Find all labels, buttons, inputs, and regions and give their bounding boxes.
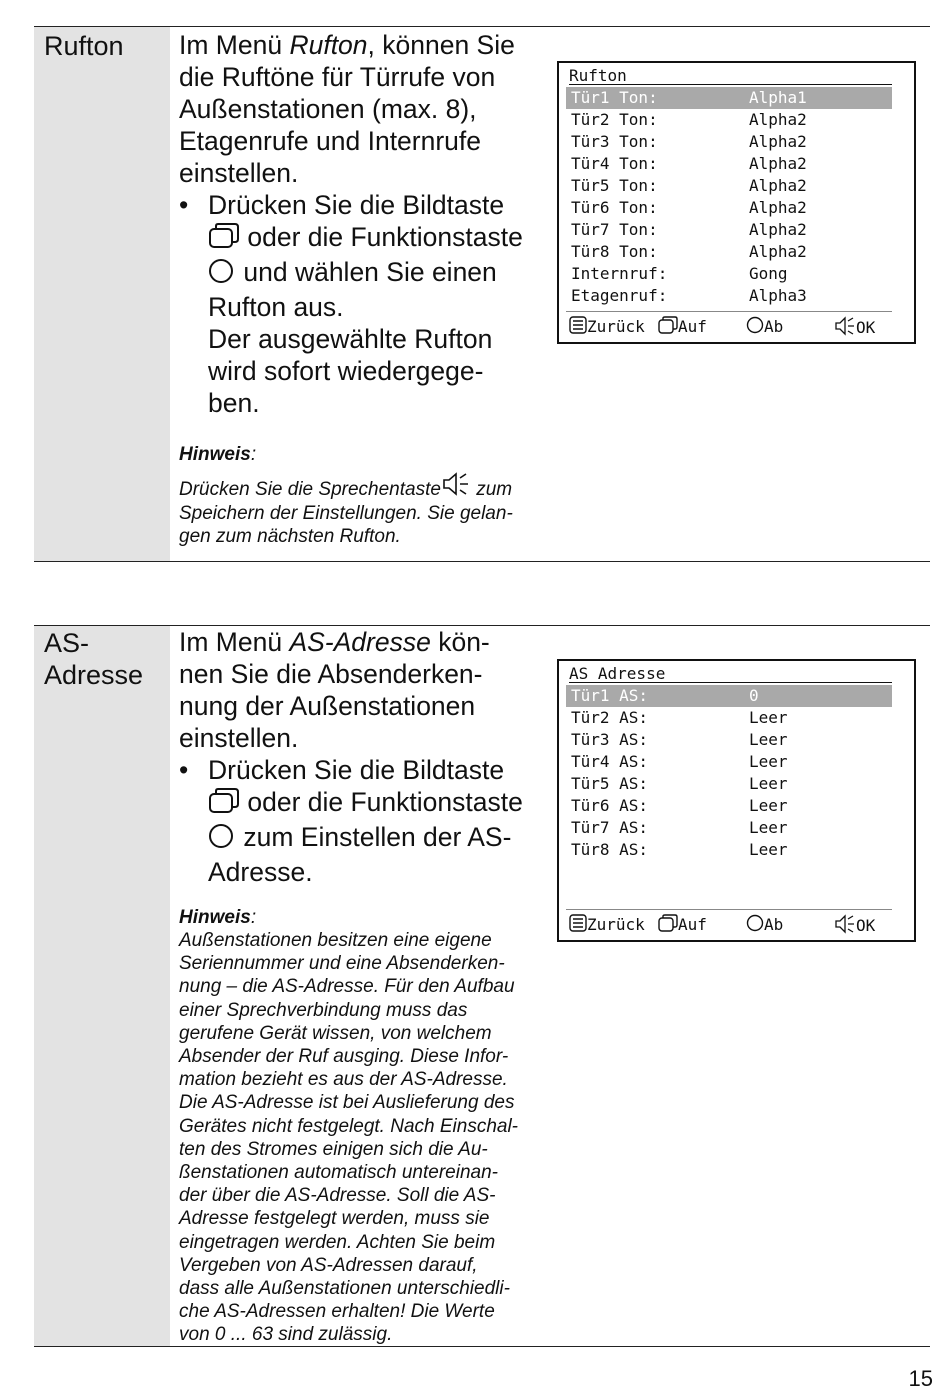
function-key-icon xyxy=(746,316,764,334)
menu-row[interactable]: Tür6 AS: Leer xyxy=(571,796,788,815)
note-block xyxy=(179,443,549,549)
bullet-text: oder die Funktionstaste xyxy=(240,222,523,252)
softkey-up[interactable]: Auf xyxy=(658,914,707,935)
picture-key-icon xyxy=(208,223,240,256)
menu-name: AS-Adresse xyxy=(289,627,431,657)
menu-key-icon xyxy=(569,914,587,932)
intro-text: nen Sie die Absenderken- xyxy=(179,659,483,689)
section-label-text: AS- xyxy=(44,628,90,658)
speak-key-icon xyxy=(834,316,856,336)
menu-row-selected[interactable]: Tür1 Ton: Alpha1 xyxy=(566,87,892,109)
intro-text: die Ruftöne für Türrufe von xyxy=(179,62,496,92)
menu-row[interactable]: Tür6 Ton: Alpha2 xyxy=(571,198,807,217)
menu-row[interactable]: Tür7 AS: Leer xyxy=(571,818,788,837)
picture-key-icon xyxy=(208,788,240,821)
intro-text: Außenstationen (max. 8), xyxy=(179,94,477,124)
softkey-up[interactable]: Auf xyxy=(658,316,707,337)
menu-row[interactable]: Tür2 AS: Leer xyxy=(571,708,788,727)
bullet-dot: • xyxy=(179,755,189,785)
intro-paragraph xyxy=(179,626,549,754)
display-screen-rufton xyxy=(557,61,916,344)
bullet-text: und wählen Sie einen xyxy=(236,257,497,287)
softkey-back[interactable]: Zurück xyxy=(569,316,645,337)
bullet-text: Adresse. xyxy=(208,857,313,887)
screen-menu-list xyxy=(566,685,892,861)
bullet-dot: • xyxy=(179,190,189,220)
speak-key-icon xyxy=(441,472,471,502)
display-screen-as-adresse xyxy=(557,659,916,942)
intro-paragraph xyxy=(179,29,549,189)
intro-text: , können Sie xyxy=(367,30,515,60)
intro-text: einstellen. xyxy=(179,723,299,753)
intro-text: Im Menü xyxy=(179,627,290,657)
section-label-text: Adresse xyxy=(44,660,144,690)
menu-row[interactable]: Internruf: Gong xyxy=(571,264,788,283)
screen-title: AS Adresse xyxy=(569,663,892,683)
intro-text: einstellen. xyxy=(179,158,299,188)
instruction-bullet xyxy=(179,189,549,419)
bullet-text: Der ausgewählte Rufton xyxy=(208,324,493,354)
section-label-text: Rufton xyxy=(44,31,124,61)
intro-text: Im Menü xyxy=(179,30,290,60)
softkey-down[interactable]: Ab xyxy=(746,316,783,337)
menu-row[interactable]: Tür5 AS: Leer xyxy=(571,774,788,793)
bullet-text: oder die Funktionstaste xyxy=(240,787,523,817)
menu-row[interactable]: Tür3 Ton: Alpha2 xyxy=(571,132,807,151)
menu-row-selected[interactable]: Tür1 AS: 0 xyxy=(566,685,892,707)
section-rufton xyxy=(34,26,930,562)
bullet-text: Drücken Sie die Bildtaste xyxy=(208,190,505,220)
menu-row[interactable]: Tür2 Ton: Alpha2 xyxy=(571,110,807,129)
menu-row[interactable]: Tür8 Ton: Alpha2 xyxy=(571,242,807,261)
menu-row[interactable]: Tür7 Ton: Alpha2 xyxy=(571,220,807,239)
function-key-icon xyxy=(208,823,236,856)
section-label xyxy=(34,27,170,561)
screen-title: Rufton xyxy=(569,65,892,85)
note-text: Drücken Sie die Sprechentaste zum Speichern der Einstellungen. Sie gelan- gen zum nächsten Rufton. xyxy=(179,472,549,549)
bullet-text: Drücken Sie die Bildtaste xyxy=(208,755,505,785)
screen-softkey-bar xyxy=(566,311,892,338)
picture-key-icon xyxy=(658,914,678,932)
menu-row[interactable]: Tür5 Ton: Alpha2 xyxy=(571,176,807,195)
softkey-ok[interactable]: OK xyxy=(834,316,875,338)
menu-row[interactable]: Tür4 AS: Leer xyxy=(571,752,788,771)
instruction-bullet xyxy=(179,754,549,888)
menu-row[interactable]: Etagenruf: Alpha3 xyxy=(571,286,807,305)
menu-row[interactable]: Tür4 Ton: Alpha2 xyxy=(571,154,807,173)
section-as-adresse xyxy=(34,625,930,1347)
picture-key-icon xyxy=(658,316,678,334)
menu-key-icon xyxy=(569,316,587,334)
intro-text: Etagenrufe und Internrufe xyxy=(179,126,482,156)
bullet-text: wird sofort wiedergege- xyxy=(208,356,484,386)
note-title: Hinweis: xyxy=(179,444,257,465)
softkey-back[interactable]: Zurück xyxy=(569,914,645,935)
softkey-down[interactable]: Ab xyxy=(746,914,783,935)
menu-name: Rufton xyxy=(289,30,368,60)
note-text: Außenstationen besitzen eine eigene Seriennummer und eine Absenderken- nung – die AS-Adresse. Für den Aufbau einer Sprechverbindung muss das gerufene Gerät wissen, von welchem Absender der Ruf ausging. Diese Infor- mation bezieht es aus der AS-Adresse. Die AS-Adresse ist bei Auslieferung des Gerätes nicht festgelegt. Nach Einschal- ten des Stromes einigen sich die Au- ßenstationen automatisch untereinan- der über die AS-Adresse. Soll die AS- Adresse festgelegt werden, muss sie eingetragen werden. Achten Sie beim Vergeben von AS-Adressen darauf, dass alle Außenstationen unterschiedli- che AS-Adressen erhalten! Die Werte von 0 ... 63 sind zulässig. xyxy=(179,930,519,1346)
bullet-text: zum Einstellen der AS- xyxy=(236,822,512,852)
function-key-icon xyxy=(208,258,236,291)
menu-row[interactable]: Tür8 AS: Leer xyxy=(571,840,788,859)
screen-softkey-bar xyxy=(566,909,892,936)
screen-menu-list xyxy=(566,87,892,307)
bullet-text: ben. xyxy=(208,388,260,418)
intro-text: kön- xyxy=(430,627,490,657)
section-body xyxy=(179,626,549,1346)
section-body xyxy=(179,29,549,548)
section-label xyxy=(34,626,170,1346)
menu-row[interactable]: Tür3 AS: Leer xyxy=(571,730,788,749)
speak-key-icon xyxy=(834,914,856,934)
page-number: 15 xyxy=(908,1366,933,1391)
note-block xyxy=(179,906,549,1347)
note-title: Hinweis: xyxy=(179,907,257,928)
bullet-text: Rufton aus. xyxy=(208,292,344,322)
function-key-icon xyxy=(746,914,764,932)
intro-text: nung der Außenstationen xyxy=(179,691,476,721)
softkey-ok[interactable]: OK xyxy=(834,914,875,936)
